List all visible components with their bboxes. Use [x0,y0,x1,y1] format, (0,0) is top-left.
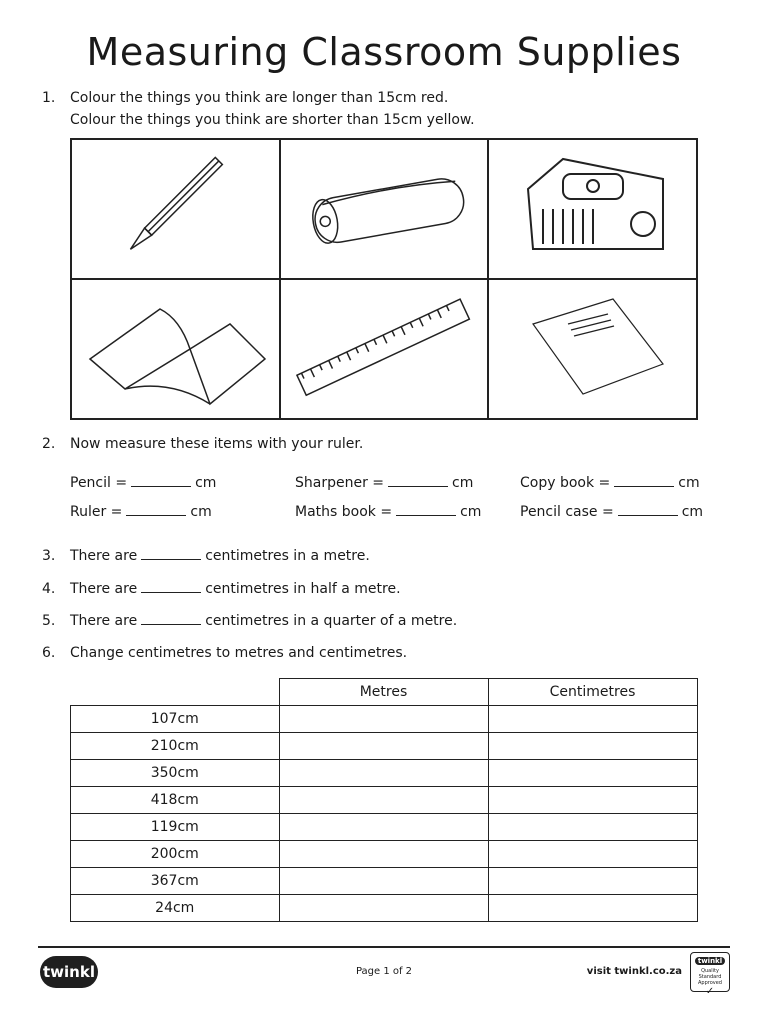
sharpener-icon [503,149,683,269]
pencil-image-cell [71,139,280,279]
measure-unit: cm [190,504,212,520]
measure-label: Maths book = [295,504,393,520]
answer-blank[interactable] [141,612,201,625]
measure-label: Copy book = [520,475,611,491]
table-row [71,733,698,760]
row-label: 350cm [71,760,280,787]
centimetres-answer-cell[interactable] [488,814,697,841]
row-label: 119cm [71,814,280,841]
row-label: 200cm [71,841,280,868]
page-title: Measuring Classroom Supplies [86,30,682,74]
measure-unit: cm [195,475,217,491]
table-row [71,841,698,868]
answer-blank[interactable] [126,503,186,516]
footer-divider [38,946,730,948]
book-image-cell [71,279,280,419]
question-text: Now measure these items with your ruler. [70,436,364,452]
quality-badge [690,952,730,997]
answer-blank[interactable] [618,503,678,516]
centimetres-answer-cell[interactable] [488,787,697,814]
answer-blank[interactable] [141,580,201,593]
table-row [71,760,698,787]
table-corner [71,679,280,706]
measure-unit: cm [452,475,474,491]
centimetres-answer-cell[interactable] [488,733,697,760]
measure-label: Sharpener = [295,475,385,491]
check-icon: ✓ [705,986,715,997]
copy-book-image-cell [488,279,697,419]
measure-unit: cm [678,475,700,491]
measure-unit: cm [460,504,482,520]
measure-label: Ruler = [70,504,123,520]
question-text: Change centimetres to metres and centimetres. [70,645,408,661]
answer-blank[interactable] [388,474,448,487]
ruler-image-cell [280,279,489,419]
sharpener-image-cell [488,139,697,279]
twinkl-logo[interactable]: twinkl [40,956,98,988]
page-number: Page 1 of 2 [355,966,413,977]
answer-blank[interactable] [614,474,674,487]
metres-answer-cell[interactable] [279,895,488,922]
centimetres-answer-cell[interactable] [488,841,697,868]
table-row [71,895,698,922]
row-label: 210cm [71,733,280,760]
question-text-after: centimetres in half a metre. [205,581,401,597]
ruler-icon [289,294,479,404]
question-number: 5. [42,613,56,629]
question-number: 3. [42,548,56,564]
answer-blank[interactable] [396,503,456,516]
row-label: 418cm [71,787,280,814]
row-label: 24cm [71,895,280,922]
pencil-icon [115,149,235,269]
metres-answer-cell[interactable] [279,760,488,787]
question-1-line-2: Colour the things you think are shorter than 15cm yellow. [70,112,475,128]
badge-brand: twinkl [695,957,725,965]
table-header-row [71,679,698,706]
measure-ruler [70,503,212,520]
metres-answer-cell[interactable] [279,706,488,733]
centimetres-answer-cell[interactable] [488,895,697,922]
metres-answer-cell[interactable] [279,841,488,868]
question-1 [42,90,448,106]
measure-unit: cm [681,504,704,520]
row-label: 367cm [71,868,280,895]
measure-label: Pencil = [70,475,128,491]
question-text-after: centimetres in a quarter of a metre. [205,613,458,629]
question-number: 2. [42,436,56,452]
question-number: 4. [42,581,56,597]
image-grid [70,138,698,420]
metres-answer-cell[interactable] [279,814,488,841]
pencil-case-image-cell [280,139,489,279]
row-label: 107cm [71,706,280,733]
measure-pencil [70,474,216,491]
pencil-case-icon [294,159,474,259]
visit-link[interactable]: visit twinkl.co.za [586,966,682,977]
badge-text: Quality Standard Approved [698,968,722,986]
measure-label: Pencil case = [520,504,614,520]
centimetres-answer-cell[interactable] [488,868,697,895]
question-text-before: There are [70,548,138,564]
measure-maths-book [295,503,481,520]
column-header-centimetres: Centimetres [488,679,697,706]
answer-blank[interactable] [141,547,201,560]
copy-book-icon [513,294,673,404]
table-row [71,868,698,895]
question-number: 6. [42,645,56,661]
question-text-before: There are [70,613,138,629]
metres-answer-cell[interactable] [279,868,488,895]
measure-pencil-case [520,503,703,520]
metres-answer-cell[interactable] [279,733,488,760]
table-row [71,706,698,733]
table-row [71,787,698,814]
question-text-before: There are [70,581,138,597]
question-5 [42,612,457,629]
centimetres-answer-cell[interactable] [488,706,697,733]
question-number: 1. [42,90,56,106]
metres-answer-cell[interactable] [279,787,488,814]
measure-copy-book [520,474,700,491]
question-4 [42,580,401,597]
question-text-after: centimetres in a metre. [205,548,370,564]
table-row [71,814,698,841]
question-2 [42,436,363,452]
column-header-metres: Metres [279,679,488,706]
question-6 [42,645,407,661]
conversion-table [70,678,698,922]
centimetres-answer-cell[interactable] [488,760,697,787]
answer-blank[interactable] [131,474,191,487]
question-1-line-1: Colour the things you think are longer than 15cm red. [70,90,449,106]
book-icon [80,289,270,409]
measure-sharpener [295,474,473,491]
question-3 [42,547,370,564]
